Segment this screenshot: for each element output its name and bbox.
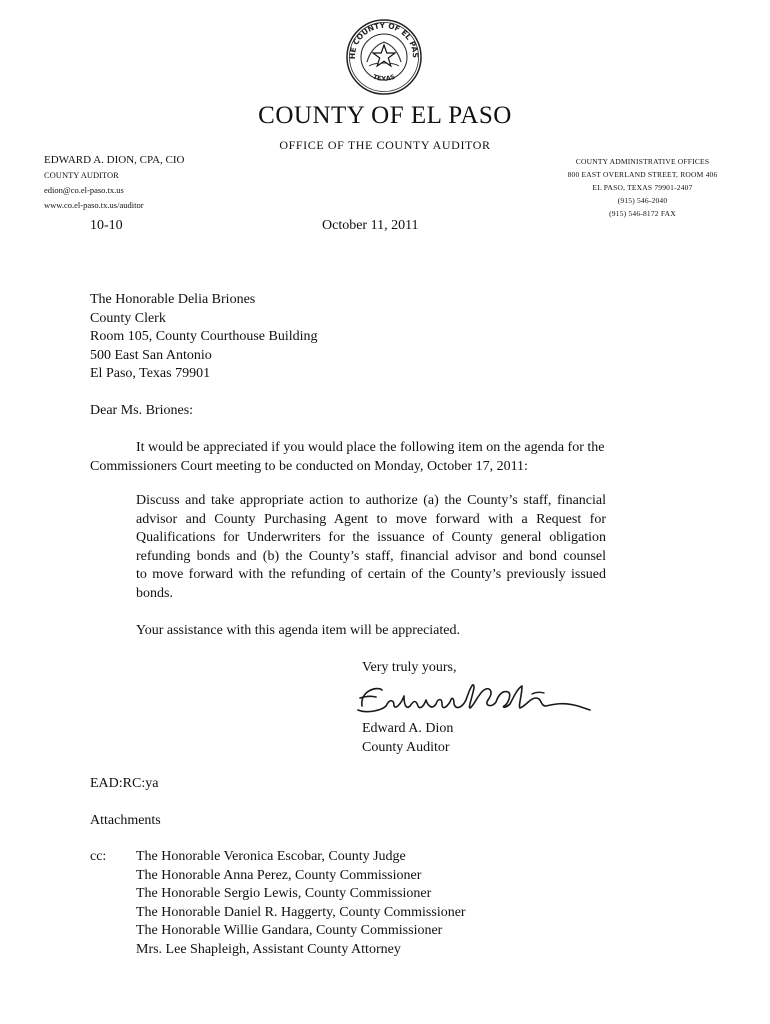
recipient-line: County Clerk [90,310,166,326]
cc-list [136,848,466,959]
auditor-title: COUNTY AUDITOR [44,170,119,180]
recipient-line: The Honorable Delia Briones [90,292,256,307]
office-phone: (915) 546-2040 [617,196,668,205]
attachments-note: Attachments [90,813,161,828]
signer-block [362,720,453,757]
agenda-item [136,492,606,603]
cc-recipient: The Honorable Willie Gandara, County Commissioner [136,923,443,938]
office-street: 800 EAST OVERLAND STREET, ROOM 406 [567,170,718,179]
letter-reference: 10-10 [90,218,123,233]
svg-text:TEXAS [372,73,397,83]
cc-recipient: The Honorable Anna Perez, County Commissioner [136,867,422,883]
cc-recipient: The Honorable Sergio Lewis, County Commissioner [136,886,432,901]
seal-ring-text: HE COUNTY OF EL PAS [347,20,421,60]
cc-recipient: The Honorable Veronica Escobar, County Judge [136,849,406,864]
body-line: It would be appreciated if you would place the following item on the agenda for the [136,440,605,455]
cc-recipient: The Honorable Daniel R. Haggerty, County Commissioner [136,904,466,920]
closing: Very truly yours, [362,660,457,675]
assistance-note: Your assistance with this agenda item will be appreciated. [136,623,460,638]
agenda-line: Qualifications for Underwriters for the issuance of County general obligation [136,530,606,545]
recipient-line: El Paso, Texas 79901 [90,366,211,381]
letter-date: October 11, 2011 [322,218,419,233]
handwritten-signature [356,676,596,722]
salutation: Dear Ms. Briones: [90,403,194,418]
agenda-line: bonds. [136,585,173,601]
typist-initials: EAD:RC:ya [90,776,159,791]
recipient-line: 500 East San Antonio [90,347,212,363]
office-building: COUNTY ADMINISTRATIVE OFFICES [575,157,710,166]
auditor-contact [44,153,184,213]
agenda-line: Discuss and take appropriate action to authorize (a) the County’s staff, financial [136,493,606,508]
office-fax: (915) 546-8172 FAX [609,209,676,218]
office-name: OFFICE OF THE COUNTY AUDITOR [279,138,491,152]
agenda-line: advisor and County Purchasing Agent to move forward with a Request for [136,511,606,527]
cc-label: cc: [90,849,107,864]
signer-title: County Auditor [362,739,450,755]
recipient-line: Room 105, County Courthouse Building [90,329,318,344]
auditor-website: www.co.el-paso.tx.us/auditor [44,200,144,210]
auditor-email: edion@co.el-paso.tx.us [44,185,124,195]
county-name: COUNTY OF EL PASO [258,102,512,129]
body-line: Commissioners Court meeting to be conducted on Monday, October 17, 2011: [90,458,528,474]
signer-name: Edward A. Dion [362,721,454,736]
body-paragraph [90,439,670,476]
auditor-name: EDWARD A. DION, CPA, CIO [44,154,185,166]
agenda-line: refunding bonds and (b) the County’s staff, financial advisor and bond counsel [136,548,606,564]
county-seal [345,18,423,96]
agenda-line: to move forward with the refunding of certain of the County’s previously issued [136,567,606,582]
recipient-address [90,291,318,384]
office-city: EL PASO, TEXAS 79901-2407 [592,183,693,192]
seal-bottom-text: TEXAS [371,72,397,83]
cc-recipient: Mrs. Lee Shapleigh, Assistant County Attorney [136,941,401,957]
office-address [545,155,740,220]
